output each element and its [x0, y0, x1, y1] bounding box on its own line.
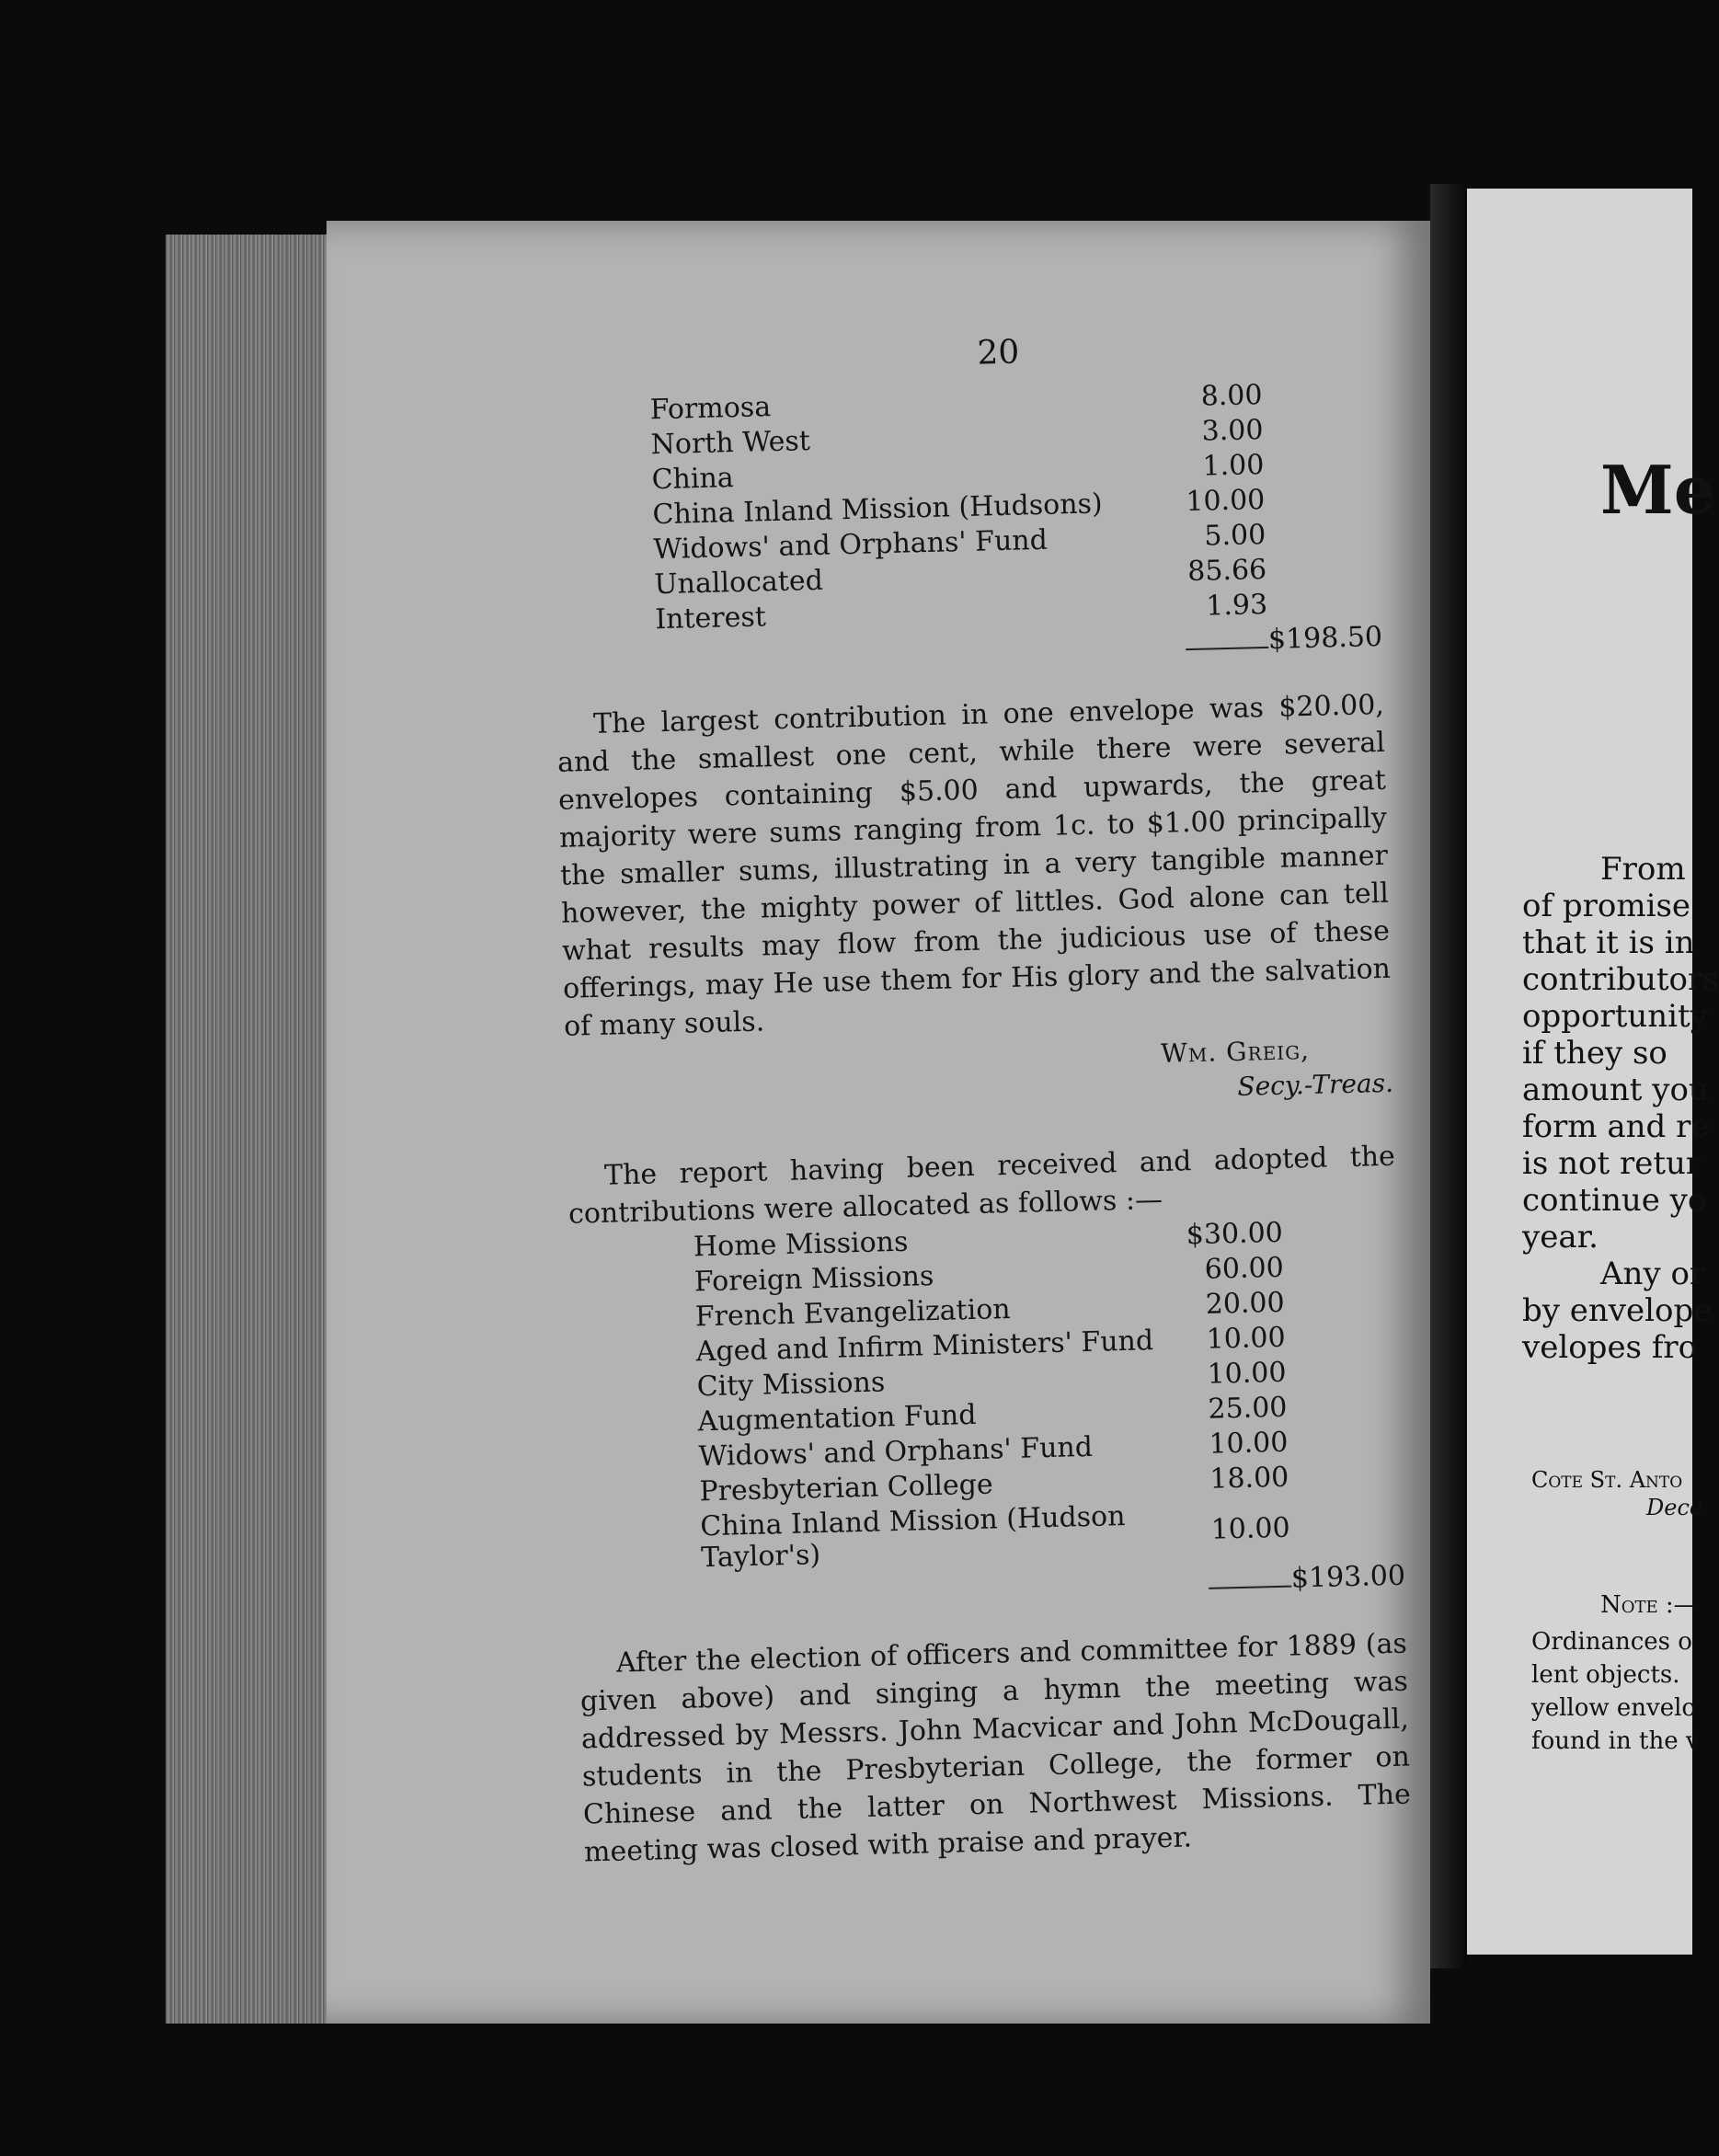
allocation-row-amount: 60.00: [1204, 1251, 1285, 1286]
allocation-total-rule: [1209, 1586, 1291, 1589]
contribution-row-label: Formosa: [649, 391, 772, 427]
right-page-line: if they so: [1522, 1035, 1667, 1072]
allocation-row-label: Foreign Missions: [693, 1260, 934, 1299]
right-page: [1467, 189, 1719, 1955]
allocation-row-label: City Missions: [696, 1366, 886, 1404]
allocation-row-amount: 25.00: [1208, 1391, 1288, 1426]
contribution-row-amount: 3.00: [1201, 414, 1264, 448]
allocation-row-label: Presbyterian College: [699, 1468, 994, 1508]
contribution-row-amount: 85.66: [1186, 553, 1267, 589]
allocation-row-label: Home Missions: [693, 1225, 909, 1264]
book-gutter: [1430, 184, 1467, 1968]
right-page-line: that it is in: [1522, 924, 1695, 961]
right-page-note-line: lent objects.: [1531, 1661, 1680, 1689]
contributions-table: [649, 375, 1382, 672]
right-page-line: opportunity: [1522, 998, 1708, 1035]
allocation-row-label: Augmentation Fund: [697, 1398, 977, 1439]
signature: [565, 1031, 1394, 1121]
allocation-row-amount: $30.00: [1186, 1216, 1284, 1252]
signature-name: Wm. Greig,: [1160, 1034, 1311, 1069]
allocation-total: $193.00: [1290, 1559, 1406, 1595]
right-page-line: of promise: [1522, 888, 1691, 924]
contribution-total-rule: [1186, 647, 1268, 650]
contribution-row-label: China: [651, 462, 735, 497]
right-page-line: Any or: [1600, 1256, 1705, 1292]
allocation-row-label: French Evangelization: [694, 1293, 1012, 1334]
page-number: 20: [976, 333, 1020, 373]
right-page-line: From: [1600, 851, 1686, 888]
allocation-row-amount: 10.00: [1209, 1426, 1289, 1461]
contribution-row-label: Interest: [654, 601, 767, 636]
right-page-place: Cote St. Anto: [1531, 1467, 1683, 1493]
right-page-note-label: Note :—: [1600, 1591, 1698, 1619]
paragraph-election: After the election of officers and committee for 1889 (as given above) and singing a hymn the meeting was addressed by Messrs. John Macvicar and John McDougall, students in the Presbyterian College, the former on Chinese and the latter on Northwest Missions. The meeting was closed with praise and prayer.: [579, 1627, 1412, 1869]
right-page-line: contributors: [1522, 961, 1719, 998]
contribution-row-amount: 5.00: [1203, 518, 1266, 553]
allocation-row-label: Widows' and Orphans' Fund: [698, 1430, 1094, 1474]
contribution-row-amount: 1.00: [1202, 449, 1265, 483]
left-page-content: [547, 325, 1412, 1871]
right-page-date: Dece: [1646, 1495, 1703, 1520]
right-page-line: amount you: [1522, 1072, 1709, 1108]
contribution-row-label: Widows' and Orphans' Fund: [653, 523, 1049, 567]
allocation-row-amount: 20.00: [1205, 1286, 1286, 1321]
allocation-row-amount: 18.00: [1209, 1461, 1289, 1496]
contribution-total: $198.50: [1267, 620, 1383, 656]
right-page-line: is not retur: [1522, 1145, 1702, 1182]
allocation-row-label: China Inland Mission (Hudson Taylor's): [700, 1500, 1126, 1575]
allocations-table: [693, 1213, 1406, 1611]
paragraph-largest-contribution: The largest contribution in one envelope was $20.00, and the smallest one cent, while there were several envelopes containing $5.00 and upwards, the great majority were sums ranging from 1c. to $1.00 principally the smaller sums, illustrating in a very tangible manner however, the mighty power of littles. God alone can tell what results may flow from the judicious use of these offerings, may He use them for His glory and the salvation of many souls.: [556, 688, 1392, 1043]
contribution-row-amount: 10.00: [1185, 483, 1266, 519]
contribution-row-amount: 8.00: [1200, 379, 1263, 413]
allocation-row-amount: 10.00: [1210, 1511, 1291, 1546]
signature-title: Secy.-Treas.: [1237, 1067, 1394, 1102]
book-page-edges: [166, 235, 350, 2024]
contribution-row-label: China Inland Mission (Hudsons): [652, 487, 1104, 532]
right-page-line: by envelope: [1522, 1292, 1713, 1329]
paragraph-report-adopted: The report having been received and adopted the contributions were allocated as follows :—: [567, 1140, 1396, 1231]
right-page-line: form and re: [1522, 1108, 1710, 1145]
allocation-row-label: Aged and Infirm Ministers' Fund: [695, 1325, 1154, 1369]
right-page-heading: Me: [1600, 451, 1716, 529]
allocation-row-amount: 10.00: [1206, 1321, 1286, 1356]
contribution-row-amount: 1.93: [1205, 588, 1268, 623]
contribution-row-label: Unallocated: [653, 564, 824, 602]
right-page-note-line: Ordinances o: [1531, 1628, 1692, 1656]
right-page-line: continue yo: [1522, 1182, 1707, 1219]
allocation-row-amount: 10.00: [1207, 1356, 1287, 1391]
right-page-line: velopes fro: [1522, 1329, 1698, 1366]
contribution-row-label: North West: [650, 425, 811, 462]
right-page-line: year.: [1522, 1219, 1599, 1256]
right-page-note-line: found in the v: [1531, 1727, 1700, 1755]
right-page-note-line: yellow envelo: [1531, 1694, 1697, 1722]
